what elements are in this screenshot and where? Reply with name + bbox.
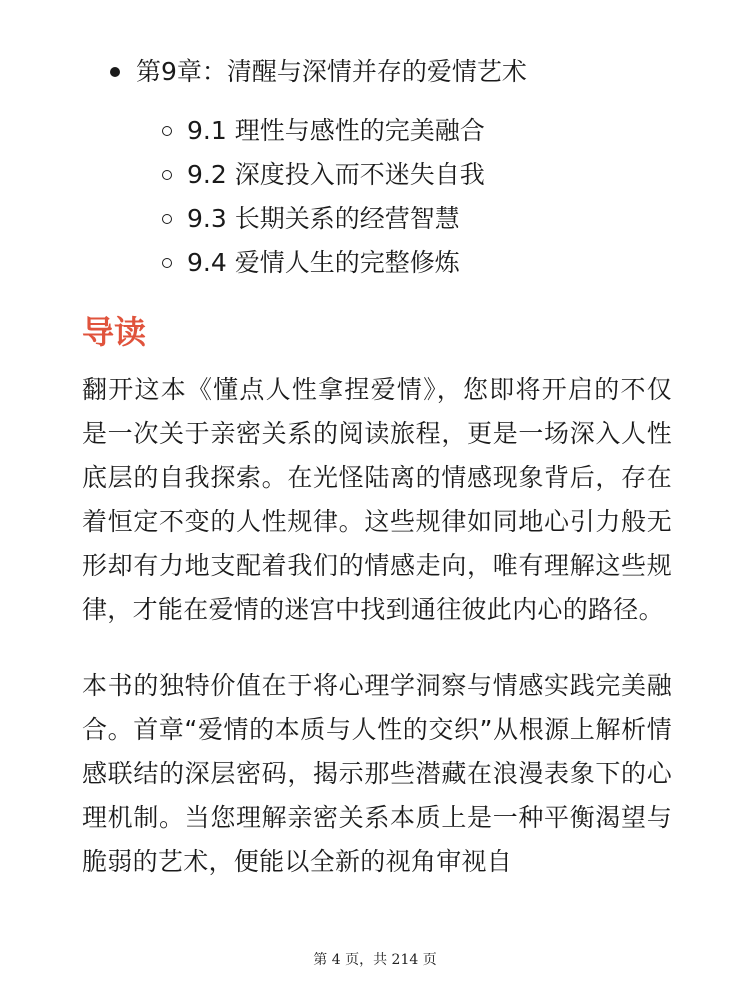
- page-number-footer: 第 4 页，共 214 页: [313, 952, 437, 968]
- toc-section-label: 9.1 理性与感性的完美融合: [187, 116, 485, 145]
- toc-section-label: 9.2 深度投入而不迷失自我: [187, 160, 485, 189]
- intro-paragraph-1: 翻开这本《懂点人性拿捏爱情》，您即将开启的不仅是一次关于亲密关系的阅读旅程，更是一场深入人性底层的自我探索。在光怪陆离的情感现象背后，存在着恒定不变的人性规律。这些规律如同地心引力般无形却有力地支配着我们的情感走向，唯有理解这些规律，才能在爱情的迷宫中找到通往彼此内心的路径。: [82, 375, 672, 624]
- bullet-circle-icon: [162, 126, 172, 136]
- toc-section-label: 9.3 长期关系的经营智慧: [187, 204, 460, 233]
- bullet-circle-icon: [162, 214, 172, 224]
- toc-section-list: [162, 109, 485, 285]
- bullet-disc-icon: [110, 67, 120, 77]
- toc-chapter-title: 第9章：清醒与深情并存的爱情艺术: [136, 57, 527, 86]
- toc-section-label: 9.4 爱情人生的完整修炼: [187, 248, 460, 277]
- toc-section-item: [162, 241, 485, 285]
- toc-section-item: [162, 109, 485, 153]
- intro-paragraph-2: 本书的独特价值在于将心理学洞察与情感实践完美融合。首章“爱情的本质与人性的交织”从根源上解析情感联结的深层密码，揭示那些潜藏在浪漫表象下的心理机制。当您理解亲密关系本质上是一种平衡渴望与脆弱的艺术，便能以全新的视角审视自: [82, 671, 672, 876]
- intro-heading: 导读: [82, 313, 147, 351]
- toc-chapter-item: [110, 52, 527, 92]
- bullet-circle-icon: [162, 258, 172, 268]
- bullet-circle-icon: [162, 170, 172, 180]
- toc-section-item: [162, 197, 485, 241]
- toc-section-item: [162, 153, 485, 197]
